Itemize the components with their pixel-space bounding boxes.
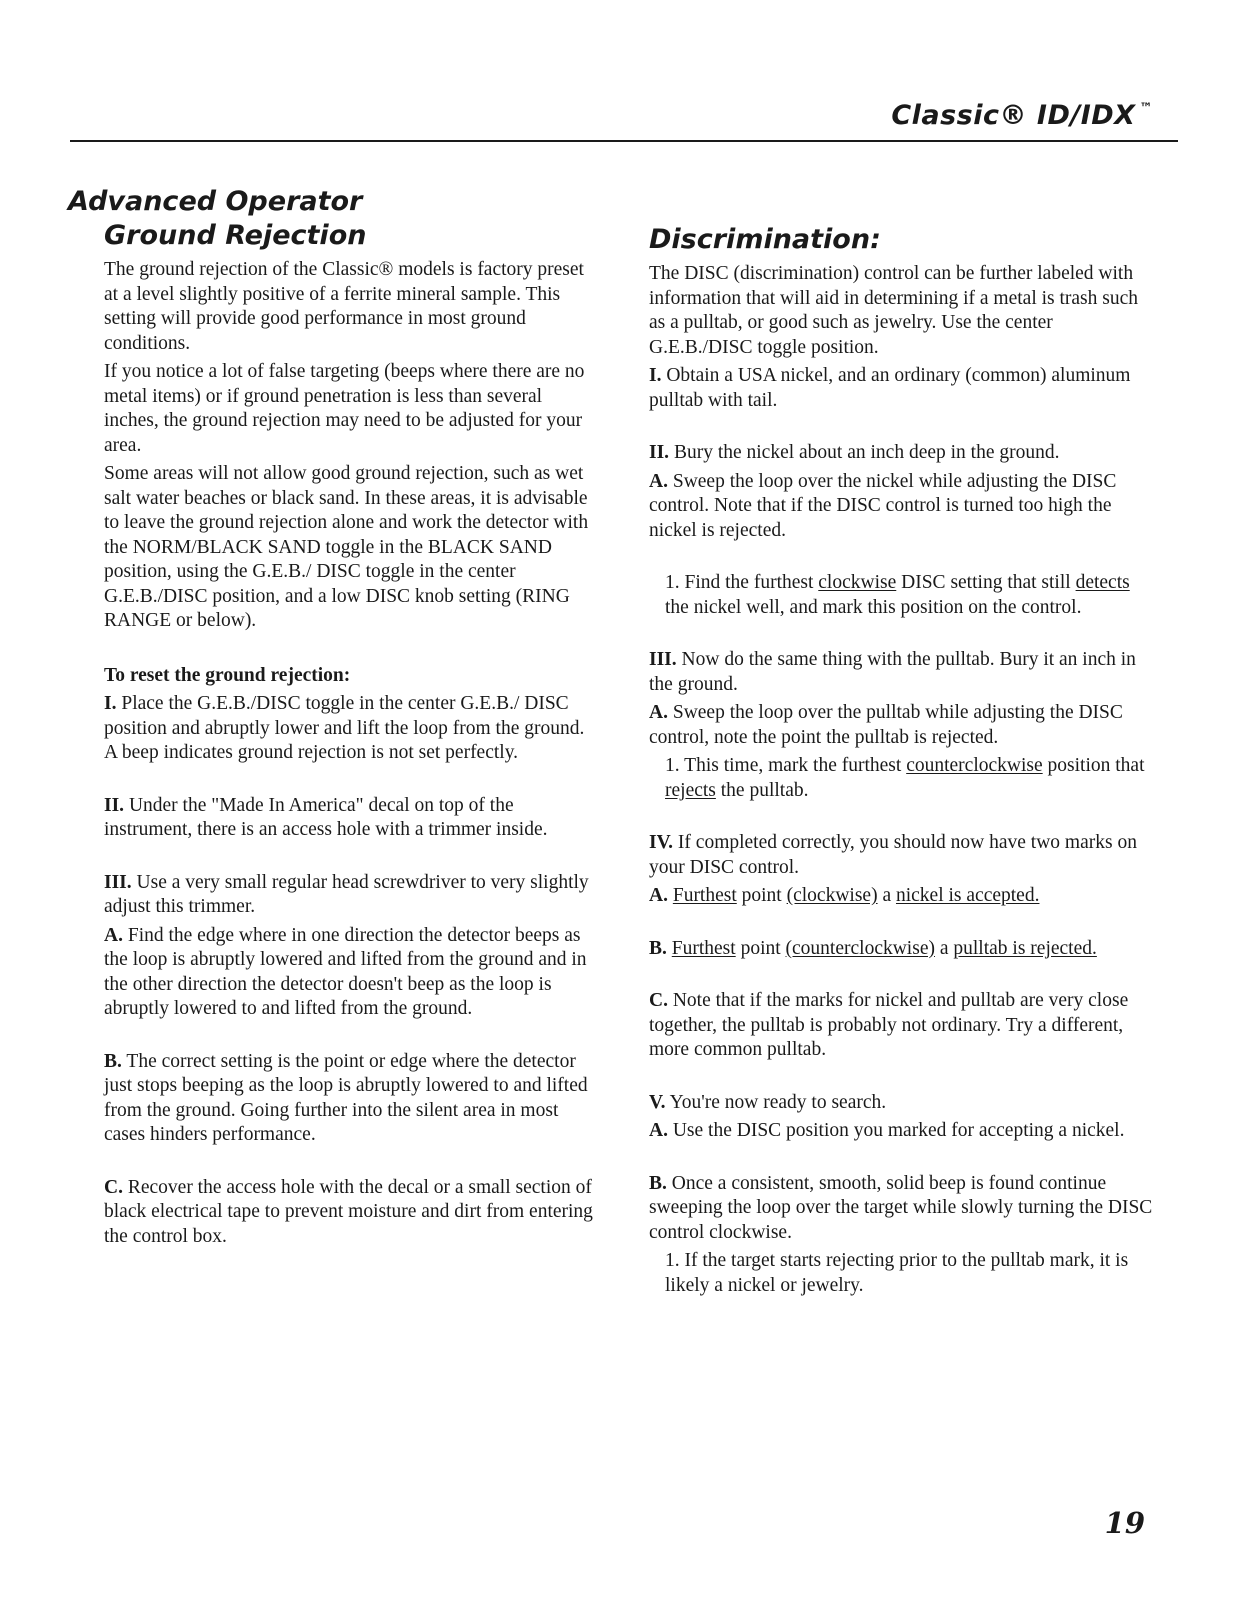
step-text: Place the G.E.B./DISC toggle in the center G.E.B./ DISC position and abruptly lower and lift the loop from the ground. A beep indicates ground rejection is not set perfectly. [104,693,585,763]
step-marker: A. [649,470,668,492]
step-text: point [736,885,787,906]
underlined-term: nickel is accepted. [895,885,1040,906]
step-text: position that [1042,755,1145,776]
header-title-text: Classic® ID/IDX [891,100,1136,131]
discrimination-intro: The DISC (discrimination) control can be further labeled with information that will aid in determining if a metal is trash such as a pulltab, or good such as jewelry. Use the center G.E.B./DISC toggle position. [649,263,1139,358]
step-marker: 1. [665,755,680,776]
disc-step [649,831,1154,880]
running-header [891,100,1153,131]
step-text: Once a consistent, smooth, solid beep is found continue sweeping the loop over the target while slowly turning the DISC control clockwise. [649,1172,1153,1243]
step-text: point [735,937,786,959]
disc-step [649,884,1154,909]
step-text: DISC setting that still [896,572,1076,593]
disc-step [649,1119,1154,1144]
ground-rejection-paragraph: If you notice a lot of false targeting (beeps where there are no metal items) or if ground penetration is less than several inches, the ground rejection may need to be adjusted for your area. [104,361,585,456]
step-marker: A. [104,924,123,946]
step-text: Find the furthest [684,572,819,593]
step-marker: II. [649,442,670,463]
step-marker: B. [649,937,667,959]
step-text: Under the "Made In America" decal on top of the instrument, there is an access hole with a trimmer inside. [104,794,548,840]
underlined-term: clockwise [818,572,897,593]
reset-step [104,924,599,1022]
underlined-term: rejects [665,779,716,801]
right-column [649,262,1154,1302]
step-marker: V. [649,1091,666,1113]
reset-step [104,1050,599,1148]
step-marker: III. [649,649,677,670]
disc-step [649,571,1154,620]
step-marker: II. [104,794,125,816]
underlined-term: counterclockwise [906,755,1043,776]
step-text: the pulltab. [715,779,809,801]
disc-step [649,364,1154,413]
step-marker: A. [649,1120,668,1141]
step-text: a [877,885,896,906]
disc-step [649,1091,1154,1116]
trademark-mark: ™ [1139,101,1153,116]
ground-rejection-paragraph: Some areas will not allow good ground rejection, such as wet salt water beaches or black sand. In these areas, it is advisable to leave the ground rejection alone and work the detector with the NORM/BLACK SAND toggle in the BLACK SAND position, using the G.E.B./ DISC toggle in the center G.E.B./DISC position, and a low DISC knob setting (RING RANGE or below). [104,463,589,631]
step-marker: A. [649,702,668,723]
step-marker: C. [649,990,668,1011]
reset-step [104,692,599,766]
disc-step [649,937,1154,962]
reset-step [104,794,599,843]
step-text: Sweep the loop over the nickel while adjusting the DISC control. Note that if the DISC control is turned too high the nickel is rejected. [649,470,1117,541]
disc-step [649,1172,1154,1246]
underlined-term: (clockwise) [786,885,878,906]
ground-rejection-paragraph: The ground rejection of the Classic® models is factory preset at a level slightly positive of a ferrite mineral sample. This setting will provide good performance in most ground conditions. [104,259,584,354]
step-marker: III. [104,871,132,893]
disc-step [649,989,1154,1063]
step-text: Recover the access hole with the decal or a small section of black electrical tape to prevent moisture and dirt from entering the control box. [104,1176,593,1247]
step-marker: B. [104,1050,122,1072]
step-text: Sweep the loop over the pulltab while adjusting the DISC control, note the point the pulltab is rejected. [649,702,1123,748]
underlined-term: Furthest [671,937,736,959]
step-text: The correct setting is the point or edge where the detector just stops beeping as the loop is abruptly lowered to and lifted from the ground. Going further into the silent area in most cases hinders performance. [104,1050,588,1145]
step-text: If the target starts rejecting prior to the pulltab mark, it is likely a nickel or jewelry. [665,1250,1129,1296]
underlined-term: pulltab is rejected. [953,937,1097,959]
step-text: a [934,937,954,959]
step-text: This time, mark the furthest [684,755,907,776]
step-text: Bury the nickel about an inch deep in the ground. [673,442,1060,463]
step-text: Note that if the marks for nickel and pulltab are very close together, the pulltab is probably not ordinary. Try a different, more common pulltab. [649,990,1129,1060]
step-marker: A. [649,885,668,906]
step-text: If completed correctly, you should now have two marks on your DISC control. [649,832,1137,878]
reset-subheading: To reset the ground rejection: [104,664,351,686]
reset-step [104,871,599,920]
step-marker: I. [649,365,662,386]
step-text: Use the DISC position you marked for accepting a nickel. [672,1120,1125,1141]
underlined-term: detects [1075,572,1130,593]
step-text: Now do the same thing with the pulltab. Bury it an inch in the ground. [649,649,1136,695]
step-marker: 1. [665,1250,680,1271]
disc-step [649,701,1154,750]
underlined-term: (counterclockwise) [785,937,935,959]
step-text: Use a very small regular head screwdriver to very slightly adjust this trimmer. [104,871,589,917]
step-marker: IV. [649,832,674,853]
section-heading-ground-rejection: Ground Rejection [104,220,367,251]
page-number: 19 [1104,1506,1145,1540]
disc-step [649,470,1154,544]
step-marker: B. [649,1172,667,1194]
reset-step [104,1176,599,1250]
step-marker: 1. [665,572,680,593]
header-rule [70,140,1178,142]
left-column [104,258,599,1253]
step-text: You're now ready to search. [669,1091,887,1113]
step-marker: I. [104,693,117,714]
underlined-term: Furthest [672,885,737,906]
step-text: the nickel well, and mark this position on the control. [665,596,1082,618]
disc-step [649,441,1154,466]
step-marker: C. [104,1176,123,1198]
disc-step [649,754,1154,803]
step-text: Find the edge where in one direction the detector beeps as the loop is abruptly lowered and lifted from the ground and in the other direction the detector doesn't beep as the loop is abruptly lowered to and lifted from the ground. [104,924,587,1019]
disc-step [649,1249,1154,1298]
step-text: Obtain a USA nickel, and an ordinary (common) aluminum pulltab with tail. [649,365,1131,411]
section-heading-advanced-operator: Advanced Operator [68,186,363,217]
disc-step [649,648,1154,697]
section-heading-discrimination: Discrimination: [649,224,881,255]
